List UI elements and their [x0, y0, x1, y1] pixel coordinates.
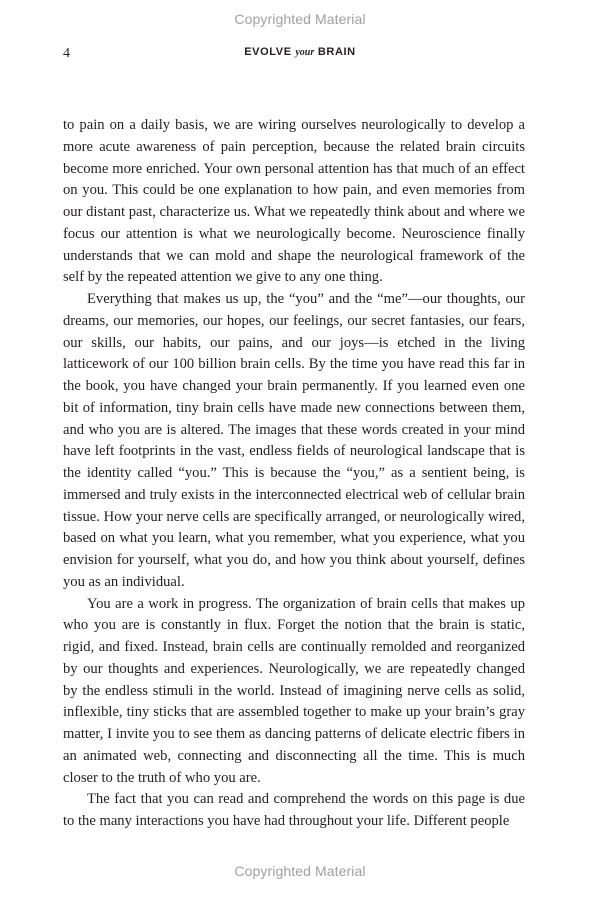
- paragraph-1: to pain on a daily basis, we are wiring ourselves neurologically to develop a more acute awareness of pain perception, because the related brain circuits become more enriched. Your own personal attention has that much of an effect on you. This could be one explanation to how pain, and even memories from our distant past, characterize us. What we repeatedly think about and where we focus our attention is what we neurologically become. Neuroscience finally understands that we can mold and shape the neurological framework of the self by the repeated attention we give to any one thing.: [63, 117, 525, 286]
- page-number: 4: [63, 46, 70, 61]
- running-head: [0, 46, 600, 58]
- running-head-evolve: EVOLVE: [244, 46, 292, 58]
- running-head-brain: BRAIN: [317, 46, 356, 58]
- paragraph-4: The fact that you can read and comprehend the words on this page is due to the many interactions you have had throughout your life. Different people: [63, 791, 525, 829]
- running-head-your: your: [295, 47, 315, 58]
- copyright-watermark-bottom: Copyrighted Material: [234, 863, 366, 879]
- paragraph-3: You are a work in progress. The organization of brain cells that makes up who you are is constantly in flux. Forget the notion that the brain is static, rigid, and fixed. Instead, brain cells are continually remolded and reorganized by our thoughts and experiences. Neurologically, we are repeatedly changed by the endless stimuli in the world. Instead of imagining nerve cells as solid, inflexible, tiny sticks that are assembled together to make up your brain’s gray matter, I invite you to see them as dancing patterns of delicate electric fibers in an animated web, connecting and disconnecting all the time. This is much closer to the truth of who you are.: [63, 595, 525, 786]
- copyright-watermark-top: Copyrighted Material: [234, 11, 366, 27]
- body-text: [63, 115, 525, 833]
- paragraph-2: Everything that makes us up, the “you” and the “me”—our thoughts, our dreams, our memories, our hopes, our feelings, our secret fantasies, our fears, our skills, our habits, our pains, and our joys—is etched in the living latticework of our 100 billion brain cells. By the time you have read this far in the book, you have changed your brain permanently. If you learned even one bit of information, tiny brain cells have made new connections between them, and who you are is altered. The images that these words created in your mind have left footprints in the vast, endless fields of neurological landscape that is the identity called “you.” This is because the “you,” as a sentient being, is immersed and truly exists in the interconnected electrical web of cellular brain tissue. How your nerve cells are specifically arranged, or neurologically wired, based on what you learn, what you remember, what you experience, what you envision for yourself, what you do, and how you think about yourself, defines you as an individual.: [63, 291, 525, 590]
